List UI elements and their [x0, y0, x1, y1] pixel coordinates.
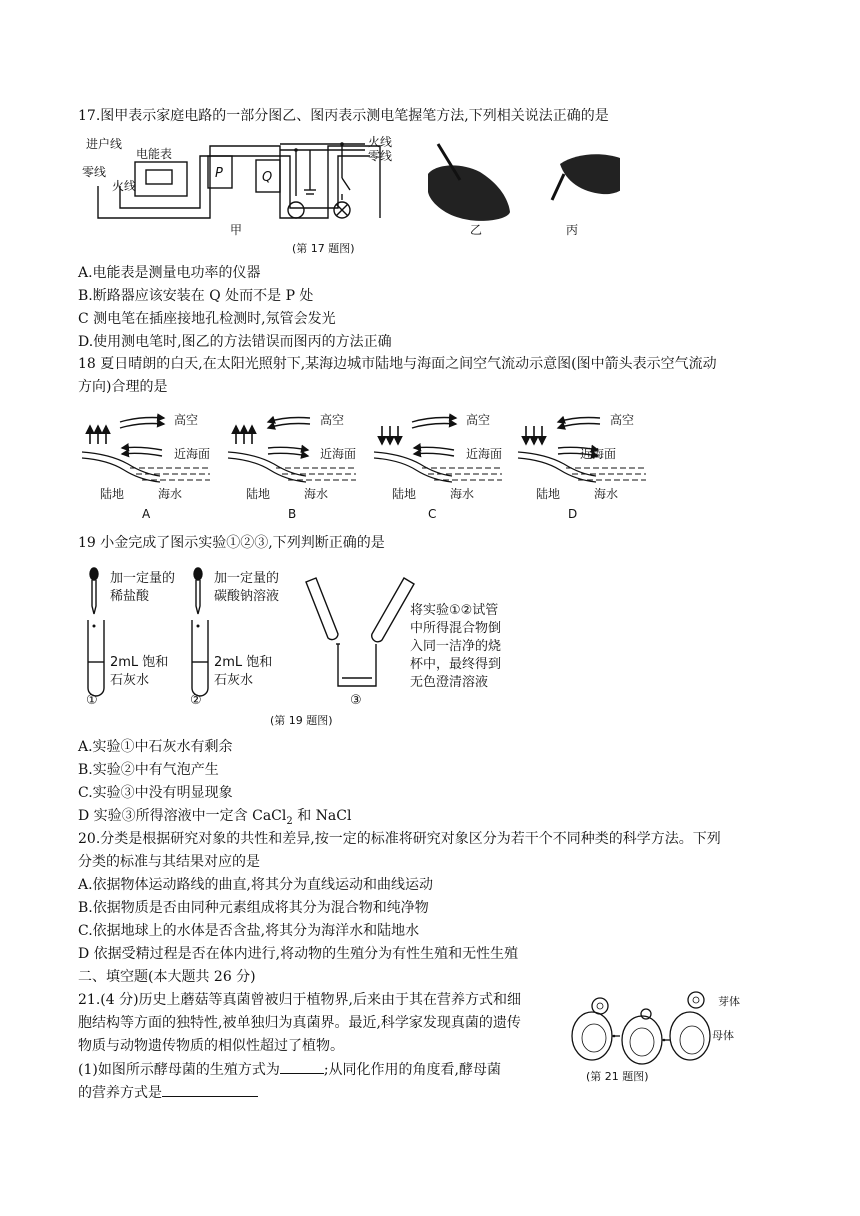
q17-caption: (第 17 题图) — [292, 242, 355, 255]
q20-option-a: A.依据物体运动路线的曲直,将其分为直线运动和曲线运动 — [78, 877, 434, 893]
panel-a-land: 陆地 — [100, 487, 125, 501]
answer-blank-2[interactable] — [162, 1082, 258, 1097]
panel-c-sea: 海水 — [450, 487, 475, 501]
live-label-left: 火线 — [112, 179, 137, 193]
q19-option-d — [78, 806, 351, 832]
q19-option-b: B.实验②中有气泡产生 — [78, 762, 219, 778]
panel-b-low: 近海面 — [320, 447, 357, 461]
tube2-line1: 2mL 饱和 — [214, 655, 273, 670]
q20-option-b: B.依据物质是否由同种元素组成将其分为混合物和纯净物 — [78, 900, 429, 916]
section-2-heading: 二、填空题(本大题共 26 分) — [78, 969, 256, 985]
panel-c-high: 高空 — [466, 413, 491, 427]
incoming-line-label: 进户线 — [86, 137, 123, 151]
exp3-number: ③ — [350, 693, 362, 708]
panel-d-label: D — [568, 507, 578, 521]
q20-stem-line2: 分类的标准与其结果对应的是 — [78, 854, 260, 870]
q21-figure — [566, 990, 712, 1090]
q17-figure — [80, 134, 620, 258]
q21-line3: 物质与动物遗传物质的相似性超过了植物。 — [78, 1038, 344, 1054]
panel-a-label: A — [142, 507, 151, 521]
q17-option-b: B.断路器应该安装在 Q 处而不是 P 处 — [78, 288, 314, 304]
exp3-note-1: 将实验①②试管 — [410, 603, 499, 618]
q19-option-a: A.实验①中石灰水有剩余 — [78, 739, 233, 755]
exp3-note-3: 入同一洁净的烧 — [410, 639, 502, 654]
q18-stem-line2: 方向)合理的是 — [78, 379, 168, 395]
q17-option-d: D.使用测电笔时,图乙的方法错误而图丙的方法正确 — [78, 334, 392, 350]
q19-caption: (第 19 题图) — [270, 714, 333, 727]
panel-c-low: 近海面 — [466, 447, 503, 461]
q21-line2: 胞结构等方面的独特性,被单独归为真菌界。最近,科学家发现真菌的遗传 — [78, 1015, 521, 1031]
fig-yi-label: 乙 — [470, 223, 483, 237]
q21-sub1-part-a: (1)如图所示酵母菌的生殖方式为 — [78, 1062, 280, 1078]
exp3-note-5: 无色澄清溶液 — [410, 675, 489, 690]
p-label: P — [215, 166, 223, 181]
q17-stem: 17.图甲表示家庭电路的一部分图乙、图丙表示测电笔握笔方法,下列相关说法正确的是 — [78, 108, 609, 124]
panel-d-sea: 海水 — [594, 487, 619, 501]
add1-line1: 加一定量的 — [110, 571, 176, 586]
panel-a-high: 高空 — [174, 413, 199, 427]
q21-sub1-part-c: 的营养方式是 — [78, 1085, 162, 1101]
q20-stem-line1: 20.分类是根据研究对象的共性和差异,按一定的标准将研究对象区分为若干个不同种类的科学方法。下列 — [78, 831, 721, 847]
neutral-label-right: 零线 — [368, 149, 393, 163]
panel-b-land: 陆地 — [246, 487, 271, 501]
panel-d-low: 近海面 — [580, 447, 617, 461]
q21-caption: (第 21 题图) — [586, 1070, 649, 1083]
q19-figure — [80, 562, 560, 732]
add2-line1: 加一定量的 — [214, 571, 280, 586]
q19-stem: 19 小金完成了图示实验①②③,下列判断正确的是 — [78, 535, 385, 551]
q21-sub1-cont — [78, 1082, 258, 1103]
live-label-right: 火线 — [368, 135, 393, 149]
panel-c-label: C — [428, 507, 437, 521]
exp2-number: ② — [190, 693, 202, 708]
fig-jia-label: 甲 — [230, 223, 243, 237]
exp1-number: ① — [86, 693, 98, 708]
panel-a-sea: 海水 — [158, 487, 183, 501]
q20-option-c: C.依据地球上的水体是否含盐,将其分为海洋水和陆地水 — [78, 923, 420, 939]
q19-option-c: C.实验③中没有明显现象 — [78, 785, 233, 801]
q17-option-a: A.电能表是测量电功率的仪器 — [78, 265, 261, 281]
fig-bing-label: 丙 — [566, 223, 579, 237]
tube1-line1: 2mL 饱和 — [110, 655, 169, 670]
panel-b-label: B — [288, 507, 297, 521]
q21-sub1-part-b: ;从同化作用的角度看,酵母菌 — [323, 1062, 502, 1078]
panel-b-sea: 海水 — [304, 487, 329, 501]
q19-option-d-text: D 实验③所得溶液中一定含 CaCl — [78, 808, 287, 824]
q21-line1: 21.(4 分)历史上蘑菇等真菌曾被归于植物界,后来由于其在营养方式和细 — [78, 992, 521, 1008]
panel-d-high: 高空 — [610, 413, 635, 427]
add2-line2: 碳酸钠溶液 — [214, 589, 280, 604]
answer-blank-1[interactable] — [280, 1059, 324, 1074]
q18-stem-line1: 18 夏日晴朗的白天,在太阳光照射下,某海边城市陆地与海面之间空气流动示意图(图中箭头表示空气流动 — [78, 356, 717, 372]
q17-option-c: C 测电笔在插座接地孔检测时,氖管会发光 — [78, 311, 336, 327]
q-label: Q — [262, 170, 273, 185]
exp3-note-2: 中所得混合物倒 — [410, 621, 502, 636]
q21-sub1 — [78, 1059, 501, 1080]
q20-option-d: D 依据受精过程是否在体内进行,将动物的生殖分为有性生殖和无性生殖 — [78, 946, 519, 962]
add1-line2: 稀盐酸 — [110, 589, 150, 604]
mother-cell-label: 母体 — [712, 1029, 734, 1042]
q18-figure — [80, 404, 650, 526]
panel-b-high: 高空 — [320, 413, 345, 427]
panel-c-land: 陆地 — [392, 487, 417, 501]
exp3-note-4: 杯中，最终得到 — [410, 657, 502, 672]
panel-d-land: 陆地 — [536, 487, 561, 501]
q19-option-d-subscript: 2 — [286, 815, 293, 827]
q19-option-d-tail: 和 NaCl — [292, 808, 352, 824]
tube1-line2: 石灰水 — [110, 673, 150, 688]
bud-label: 芽体 — [718, 995, 740, 1008]
panel-a-low: 近海面 — [174, 447, 211, 461]
tube2-line2: 石灰水 — [214, 673, 254, 688]
meter-label: 电能表 — [136, 147, 173, 161]
neutral-label-left: 零线 — [82, 165, 107, 179]
